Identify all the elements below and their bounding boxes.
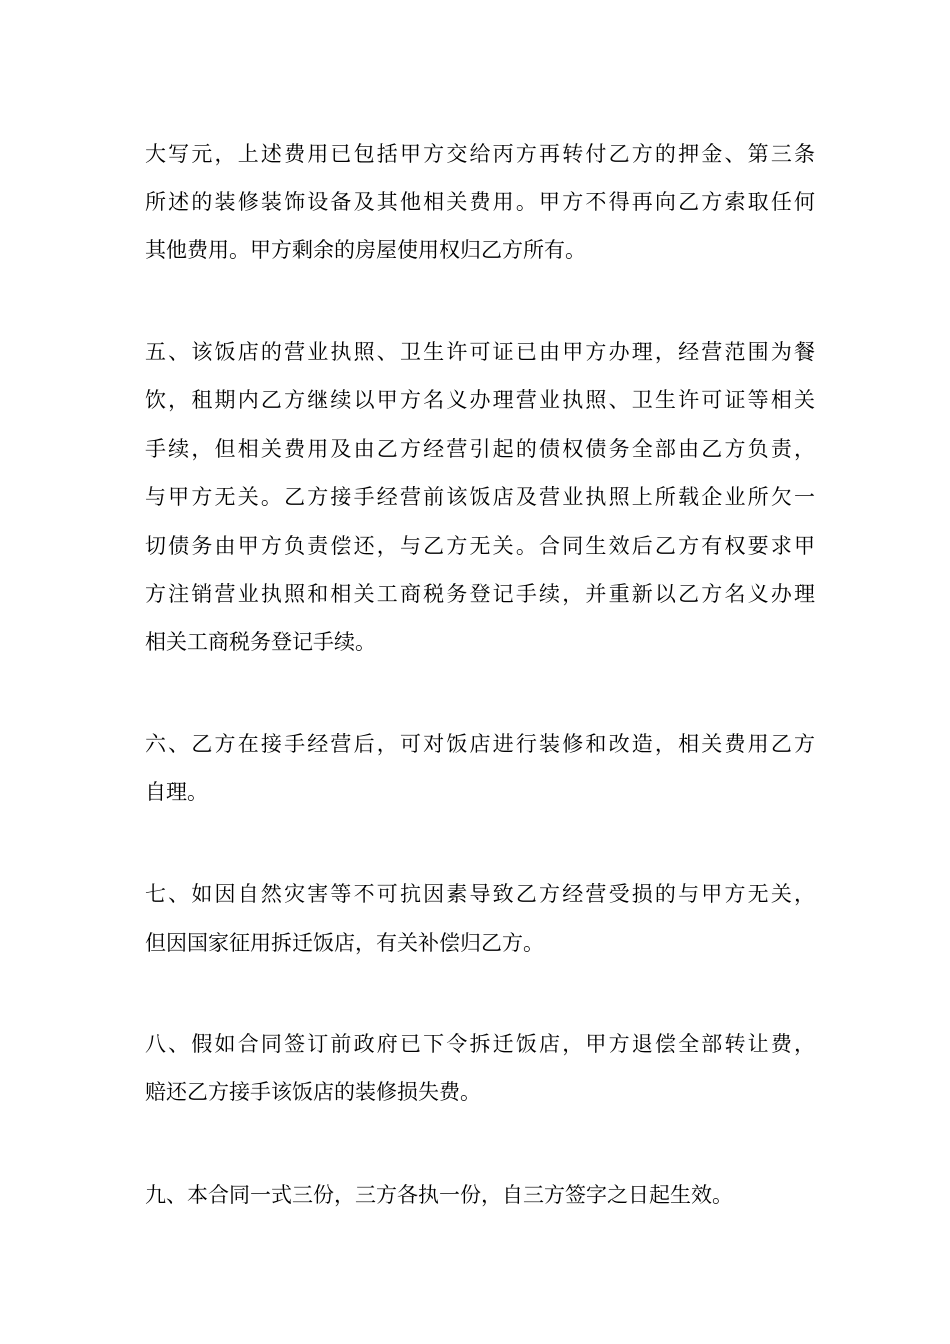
paragraph-1-line-3: 其他费用。甲方剩余的房屋使用权归乙方所有。	[145, 238, 586, 262]
paragraph-7-line-2: 但因国家征用拆迁饭店，有关补偿归乙方。	[145, 931, 544, 955]
paragraph-5-line-6: 方注销营业执照和相关工商税务登记手续，并重新以乙方名义办理	[145, 582, 815, 606]
paragraph-9-line-1: 九、本合同一式三份，三方各执一份，自三方签字之日起生效。	[145, 1183, 733, 1207]
paragraph-8-line-2: 赔还乙方接手该饭店的装修损失费。	[145, 1080, 481, 1104]
paragraph-1-line-2: 所述的装修装饰设备及其他相关费用。甲方不得再向乙方索取任何	[145, 190, 815, 214]
paragraph-5-line-3: 手续，但相关费用及由乙方经营引起的债权债务全部由乙方负责，	[145, 437, 815, 461]
paragraph-1-line-1: 大写元，上述费用已包括甲方交给丙方再转付乙方的押金、第三条	[145, 142, 815, 166]
paragraph-6-line-1: 六、乙方在接手经营后，可对饭店进行装修和改造，相关费用乙方	[145, 732, 815, 756]
paragraph-5-line-5: 切债务由甲方负责偿还，与乙方无关。合同生效后乙方有权要求甲	[145, 534, 815, 558]
paragraph-5-line-7: 相关工商税务登记手续。	[145, 630, 376, 654]
paragraph-8-line-1: 八、假如合同签订前政府已下令拆迁饭店，甲方退偿全部转让费，	[145, 1032, 815, 1056]
paragraph-5-line-4: 与甲方无关。乙方接手经营前该饭店及营业执照上所载企业所欠一	[145, 485, 815, 509]
paragraph-6-line-2: 自理。	[145, 780, 208, 804]
paragraph-5-line-1: 五、该饭店的营业执照、卫生许可证已由甲方办理，经营范围为餐	[145, 340, 815, 364]
paragraph-5-line-2: 饮，租期内乙方继续以甲方名义办理营业执照、卫生许可证等相关	[145, 388, 815, 412]
paragraph-7-line-1: 七、如因自然灾害等不可抗因素导致乙方经营受损的与甲方无关，	[145, 882, 815, 906]
